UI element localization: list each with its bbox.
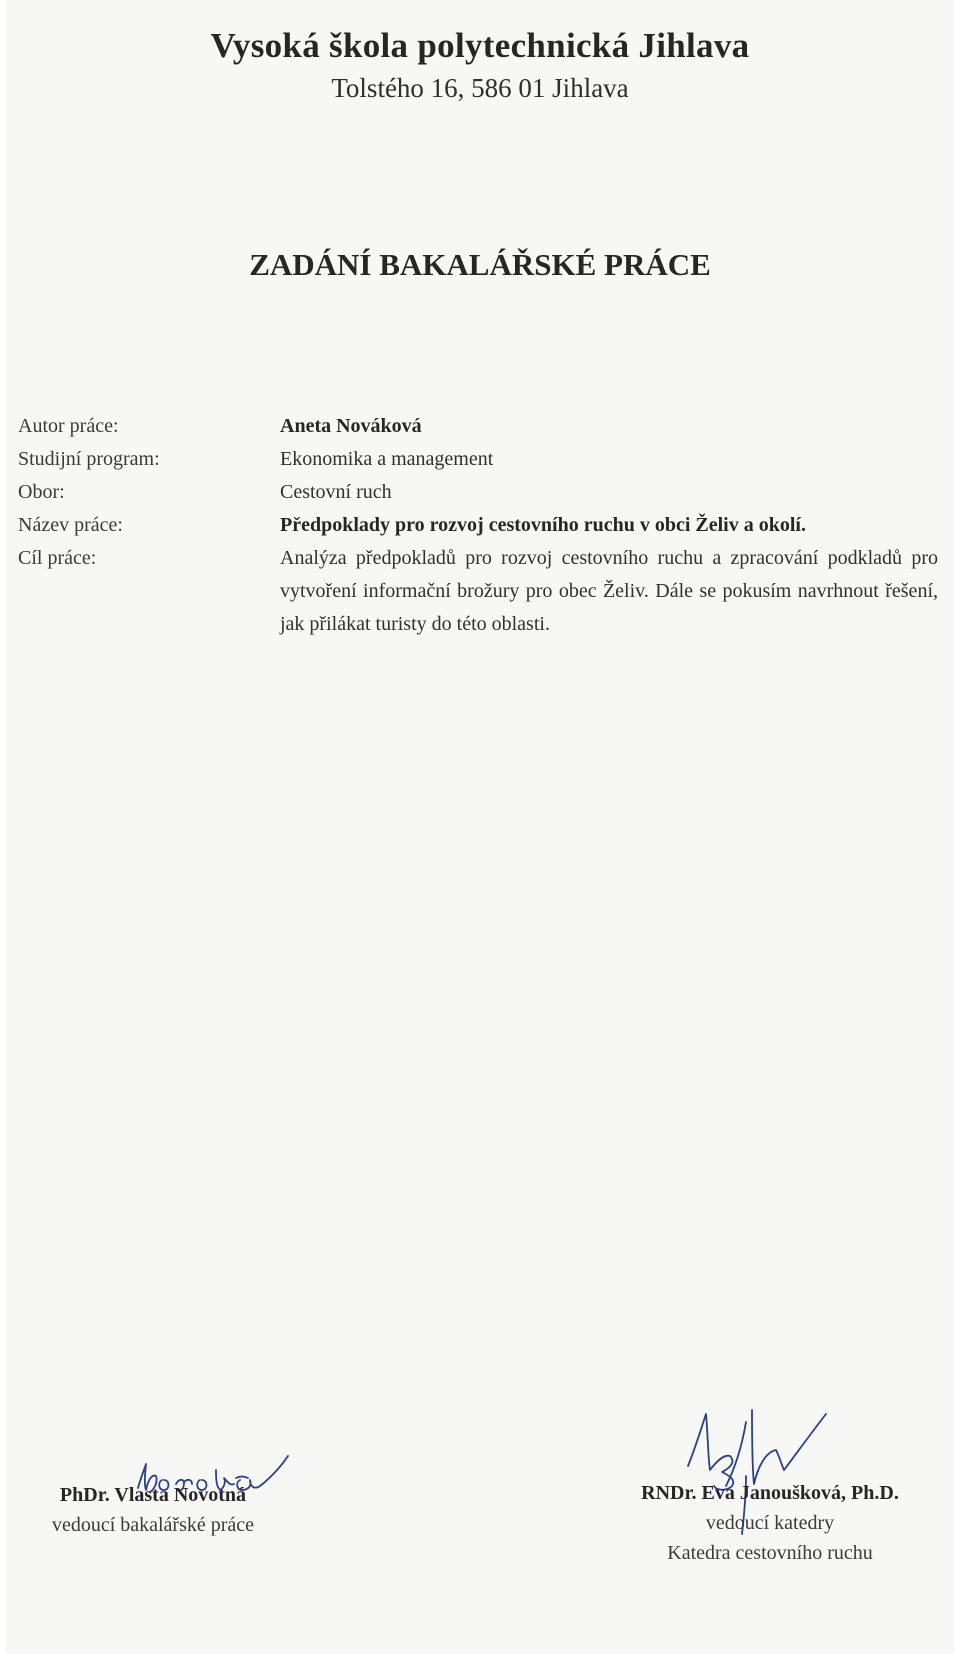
document-title: ZADÁNÍ BAKALÁŘSKÉ PRÁCE xyxy=(249,247,711,282)
document-page xyxy=(6,0,954,1654)
signature-block-right xyxy=(602,1430,938,1568)
program-value: Ekonomika a management xyxy=(280,448,494,470)
info-row-goal xyxy=(18,542,938,641)
field-value: Cestovní ruch xyxy=(280,481,392,503)
head-of-department-role: vedoucí katedry xyxy=(705,1512,835,1534)
supervisor-role: vedoucí bakalářské práce xyxy=(51,1514,255,1536)
author-label: Autor práce: xyxy=(18,415,119,437)
department-name: Katedra cestovního ruchu xyxy=(667,1542,873,1564)
thesis-info-table xyxy=(18,410,938,641)
author-value: Aneta Nováková xyxy=(280,415,422,437)
info-row-author xyxy=(18,410,938,443)
field-label: Obor: xyxy=(18,481,65,503)
thesis-title-value: Předpoklady pro rozvoj cestovního ruchu v obci Želiv a okolí. xyxy=(280,514,806,536)
header xyxy=(6,24,954,104)
school-address: Tolstého 16, 586 01 Jihlava xyxy=(331,73,629,103)
signature-block-left xyxy=(18,1480,288,1540)
info-row-program xyxy=(18,443,938,476)
head-of-department-name: RNDr. Eva Janoušková, Ph.D. xyxy=(641,1482,899,1504)
thesis-title-label: Název práce: xyxy=(18,514,123,536)
school-name: Vysoká škola polytechnická Jihlava xyxy=(210,26,750,65)
info-row-thesis-title xyxy=(18,509,938,542)
program-label: Studijní program: xyxy=(18,448,160,470)
info-row-field xyxy=(18,476,938,509)
goal-label: Cíl práce: xyxy=(18,547,97,569)
goal-value: Analýza předpokladů pro rozvoj cestovního ruchu a zpracování podkladů pro vytvoření informační brožury pro obec Želiv. Dále se pokusím navrhnout řešení, jak přilákat turisty do této oblasti. xyxy=(280,547,938,635)
supervisor-name: PhDr. Vlasta Novotná xyxy=(59,1484,247,1506)
